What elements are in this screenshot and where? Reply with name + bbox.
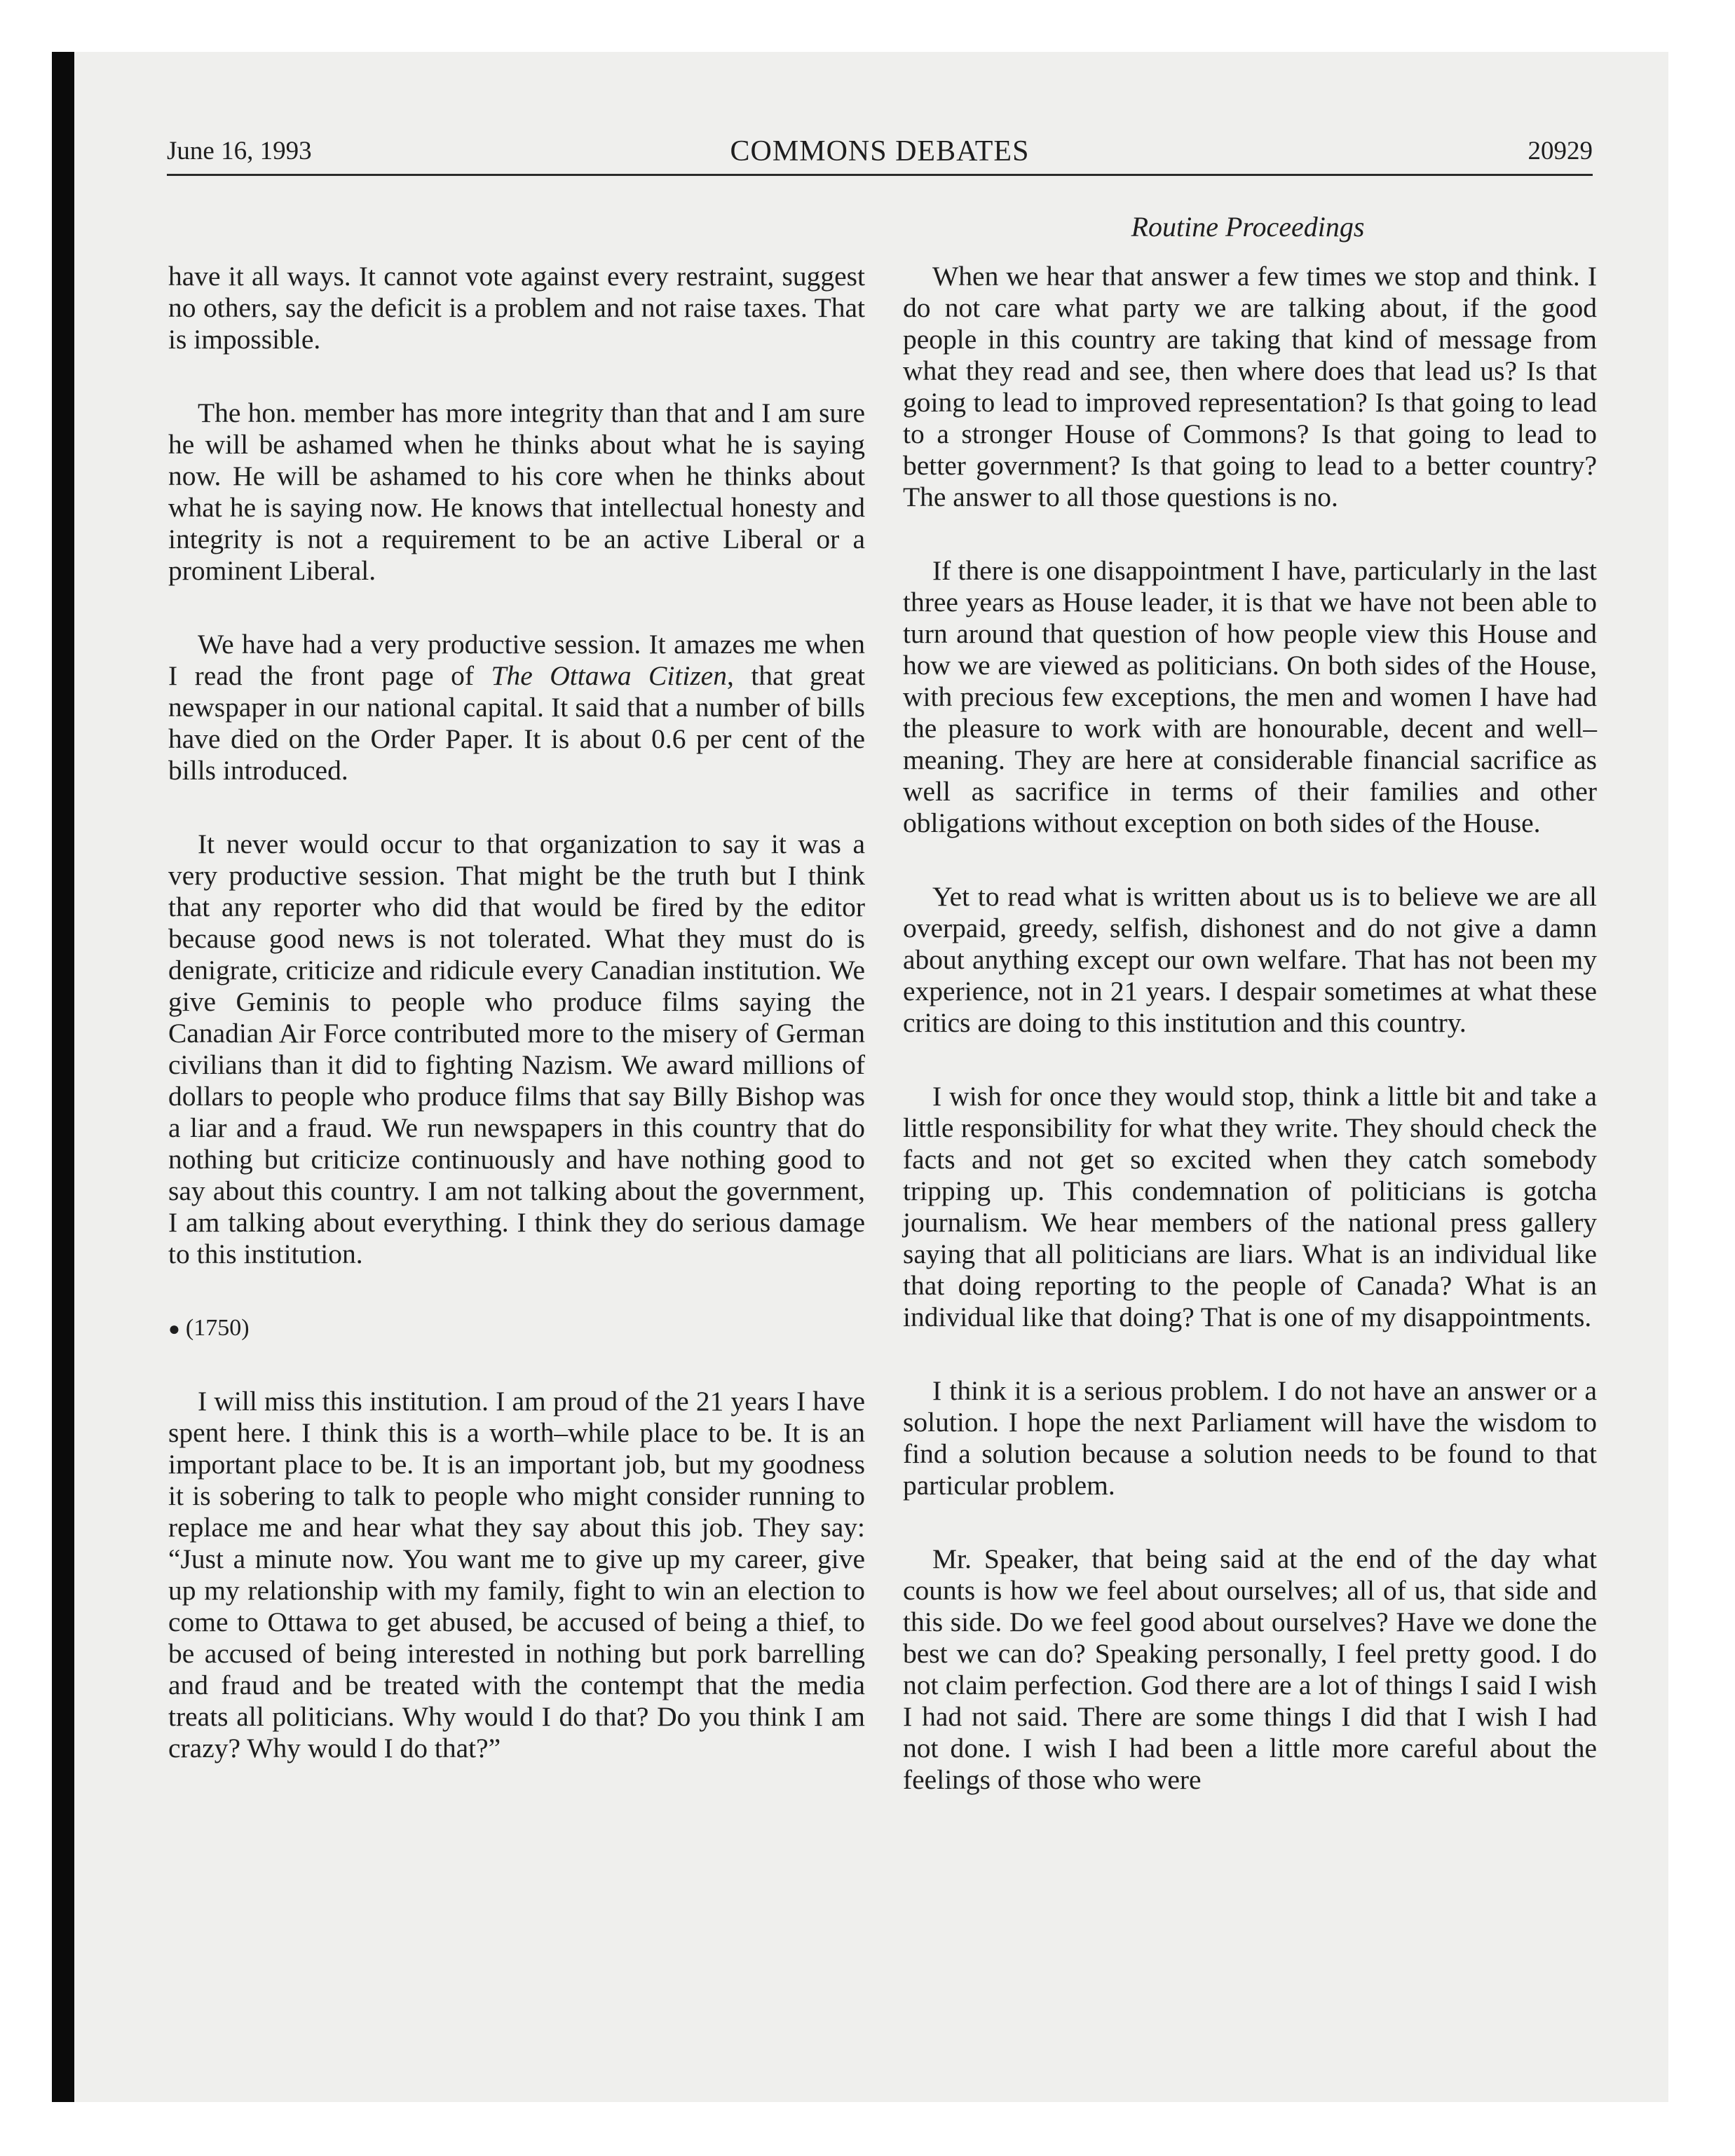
- left-paragraph-2: The hon. member has more integrity than that and I am sure he will be ashamed when he thinks about what he is saying now. He will be ashamed to his core when he thinks about what he is saying now. He knows that intellectual honesty and integrity is not a requirement to be an active Liberal or a prominent Liberal.: [168, 397, 865, 586]
- left-paragraph-5: I will miss this institution. I am proud of the 21 years I have spent here. I think this is a worth–while place to be. It is an important place to be. It is an important job, but my goodness it is sobering to talk to people who might consider running to replace me and hear what they say about this job. They say: “Just a minute now. You want me to give up my career, give up my relationship with my family, fight to win an election to come to Ottawa to get abused, be accused of being a thief, to be accused of being interested in nothing but pork barrelling and fraud and be treated with the contempt that the media treats all politicians. Why would I do that? Do you think I am crazy? Why would I do that?”: [168, 1386, 865, 1763]
- left-paragraph-4: It never would occur to that organization to say it was a very productive session. That might be the truth but I think that any reporter who did that would be fired by the editor because good news is not tolerated. What they must do is denigrate, criticize and ridicule every Canadian institution. We give Geminis to people who produce films saying the Canadian Air Force contributed more to the misery of German civilians than it did to fighting Nazism. We award millions of dollars to people who produce films that say Billy Bishop was a liar and a fraud. We run newspapers in this country that do nothing but criticize continuously and have nothing good to say about this country. I am not talking about the government, I am talking about everything. I think they do serious damage to this institution.: [168, 828, 865, 1269]
- header-rule: [167, 174, 1593, 176]
- scan-binding-edge: [52, 52, 74, 2102]
- right-paragraph-5: I think it is a serious problem. I do not have an answer or a solution. I hope the next Parliament will have the wisdom to find a solution because a solution needs to be found to that particular problem.: [903, 1375, 1597, 1501]
- left-paragraph-3: [168, 629, 865, 786]
- time-marker-text: (1750): [185, 1315, 250, 1341]
- header-date: June 16, 1993: [167, 137, 312, 165]
- right-paragraph-3: Yet to read what is written about us is to believe we are all overpaid, greedy, selfish, dishonest and do not give a damn about anything except our own welfare. That has not been my experience, not in 21 years. I despair sometimes at what these critics are doing to this institution and this country.: [903, 881, 1597, 1038]
- right-paragraph-4: I wish for once they would stop, think a little bit and take a little responsibility for what they write. They should check the facts and not get so excited when they catch somebody tripping up. This condemnation of politicians is gotcha journalism. We hear members of the national press gallery saying that all politicians are liars. What is an individual like that doing reporting to the people of Canada? What is an individual like that doing? That is one of my disappointments.: [903, 1081, 1597, 1332]
- left-column: [168, 261, 865, 1764]
- right-paragraph-2: If there is one disappointment I have, particularly in the last three years as House leader, it is that we have not been able to turn around that question of how people view this House and how we are viewed as politicians. On both sides of the House, with precious few exceptions, the men and women I have had the pleasure to work with are honourable, decent and well–meaning. They are here at considerable financial sacrifice as well as sacrifice in terms of their families and other obligations without exception on both sides of the House.: [903, 555, 1597, 838]
- left-paragraph-3-before: We have had a very productive session. It amazes me when I read the front page of: [168, 629, 865, 691]
- page-header: [167, 130, 1593, 172]
- header-page-number: 20929: [1528, 137, 1593, 165]
- left-paragraph-1: have it all ways. It cannot vote against every restraint, suggest no others, say the deficit is a problem and not raise taxes. That is impossible.: [168, 261, 865, 355]
- right-paragraph-6: Mr. Speaker, that being said at the end of the day what counts is how we feel about ourselves; all of us, that side and this side. Do we feel good about ourselves? Have we done the best we can do? Speaking personally, I feel pretty good. I do not claim perfection. God there are a lot of things I said I wish I had not said. There are some things I did that I wish I had not done. I wish I had been a little more careful about the feelings of those who were: [903, 1543, 1597, 1795]
- section-label: Routine Proceedings: [1131, 211, 1365, 243]
- right-column: [903, 261, 1597, 1796]
- newspaper-title: The Ottawa Citizen: [491, 660, 727, 691]
- time-marker: [168, 1312, 865, 1345]
- left-paragraph-3-after: , that great newspaper in our national capital. It said that a number of bills have died on the Order Paper. It is about 0.6 per cent of the bills introduced.: [168, 660, 865, 786]
- right-paragraph-1: When we hear that answer a few times we stop and think. I do not care what party we are talking about, if the good people in this country are taking that kind of message from what they read and see, then where does that lead us? Is that going to lead to improved representation? Is that going to lead to a stronger House of Commons? Is that going to lead to better government? Is that going to lead to a better country? The answer to all those questions is no.: [903, 261, 1597, 512]
- header-title: COMMONS DEBATES: [730, 135, 1030, 168]
- bullet-icon: ●: [168, 1318, 180, 1340]
